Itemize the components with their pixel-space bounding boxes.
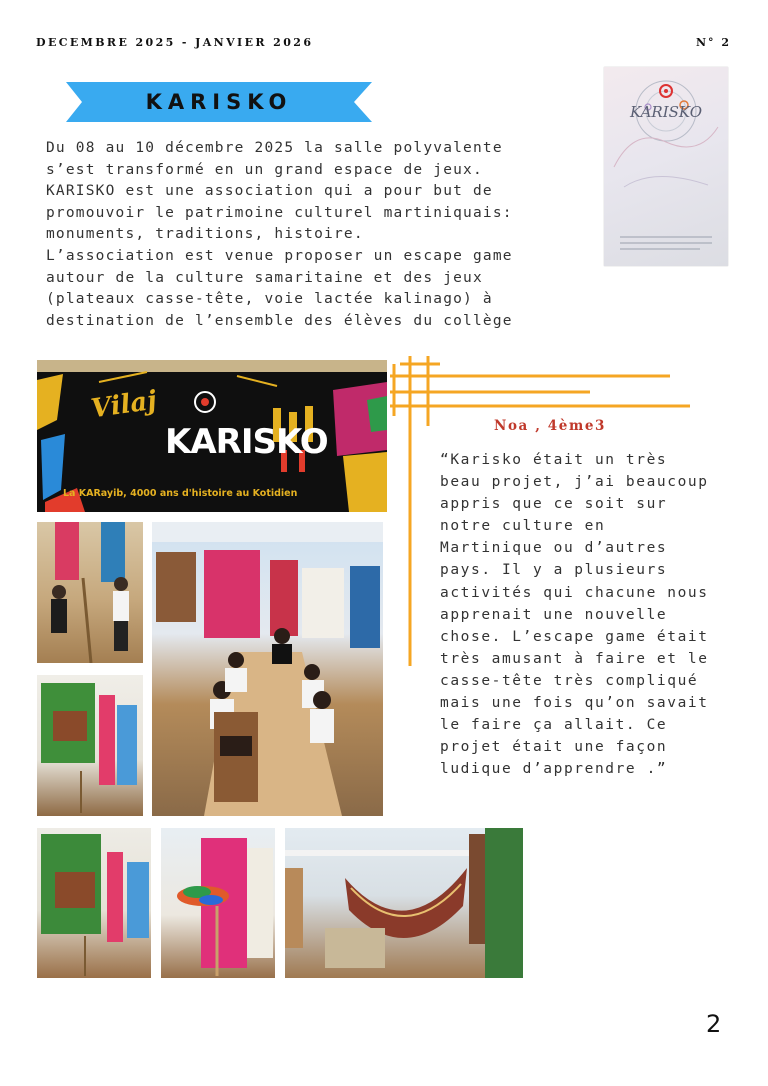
testimonial-quote bbox=[440, 449, 750, 780]
quote-line: apprenait une nouvelle bbox=[440, 606, 668, 623]
quote-line: le faire ça allait. Ce bbox=[440, 717, 668, 734]
quote-author: Noa , 4ème3 bbox=[494, 418, 607, 434]
intro-line: (plateaux casse-tête, voie lactée kalinago) à bbox=[46, 291, 493, 308]
quote-line: pays. Il y a plusieurs bbox=[440, 562, 668, 579]
karisko-poster-image bbox=[604, 67, 728, 266]
title-banner bbox=[66, 82, 372, 122]
quote-line: projet était une façon bbox=[440, 739, 668, 756]
photo-bird-sculpture bbox=[161, 828, 275, 978]
intro-line: promouvoir le patrimoine culturel martiniquais: bbox=[46, 204, 513, 221]
photo-scene bbox=[37, 828, 151, 978]
banner-caption: La KARayib, 4000 ans d'histoire au Kotidien bbox=[63, 488, 298, 499]
banner-word-karisko: KARISKO bbox=[165, 422, 328, 462]
quote-line: notre culture en bbox=[440, 518, 606, 535]
photo-scene bbox=[37, 675, 143, 816]
intro-line: monuments, traditions, histoire. bbox=[46, 226, 364, 243]
photo-hammock-room bbox=[285, 828, 523, 978]
quote-line: très amusant à faire et le bbox=[440, 650, 709, 667]
photo-painted-panel-stand bbox=[37, 828, 151, 978]
intro-line: destination de l’ensemble des élèves du collège bbox=[46, 312, 513, 329]
quote-line: beau projet, j’ai beaucoup bbox=[440, 474, 709, 491]
quote-line: mais une fois qu’on savait bbox=[440, 695, 709, 712]
photo-painted-panels bbox=[37, 675, 143, 816]
photo-scene bbox=[37, 522, 143, 663]
photo-scene bbox=[161, 828, 275, 978]
poster-logo: KARISKO bbox=[629, 103, 703, 121]
intro-line: Du 08 au 10 décembre 2025 la salle polyvalente bbox=[46, 140, 503, 156]
photo-scene bbox=[152, 522, 383, 816]
quote-line: activités qui chacune nous bbox=[440, 584, 709, 601]
intro-line: L’association est venue proposer un escape game bbox=[46, 247, 513, 264]
quote-line: Martinique ou d’autres bbox=[440, 540, 668, 557]
issue-number: N° 2 bbox=[695, 36, 731, 49]
poster-illustration bbox=[604, 67, 728, 266]
photo-students-at-table bbox=[152, 522, 383, 816]
quote-line: chose. L’escape game était bbox=[440, 628, 709, 645]
photo-scene bbox=[285, 828, 523, 978]
banner-word-vilaj: Vilaj bbox=[89, 385, 159, 425]
photo-students-gallery-wall bbox=[37, 522, 143, 663]
page-number: 2 bbox=[706, 1010, 722, 1038]
vilaj-karisko-banner-photo bbox=[37, 360, 387, 512]
banner-title: KARISKO bbox=[145, 90, 293, 114]
quote-line: “Karisko était un très bbox=[440, 452, 668, 468]
quote-line: appris que ce soit sur bbox=[440, 496, 668, 513]
quote-line: casse-tête très compliqué bbox=[440, 672, 699, 689]
intro-paragraph bbox=[46, 138, 591, 332]
intro-line: autour de la culture samaritaine et des jeux bbox=[46, 269, 483, 286]
header-date: DECEMBRE 2025 - JANVIER 2026 bbox=[36, 36, 314, 49]
intro-line: KARISKO est une association qui a pour but de bbox=[46, 183, 493, 200]
quote-line: ludique d’apprendre .” bbox=[440, 761, 668, 778]
intro-line: s’est transformé en un grand espace de jeux. bbox=[46, 161, 483, 178]
